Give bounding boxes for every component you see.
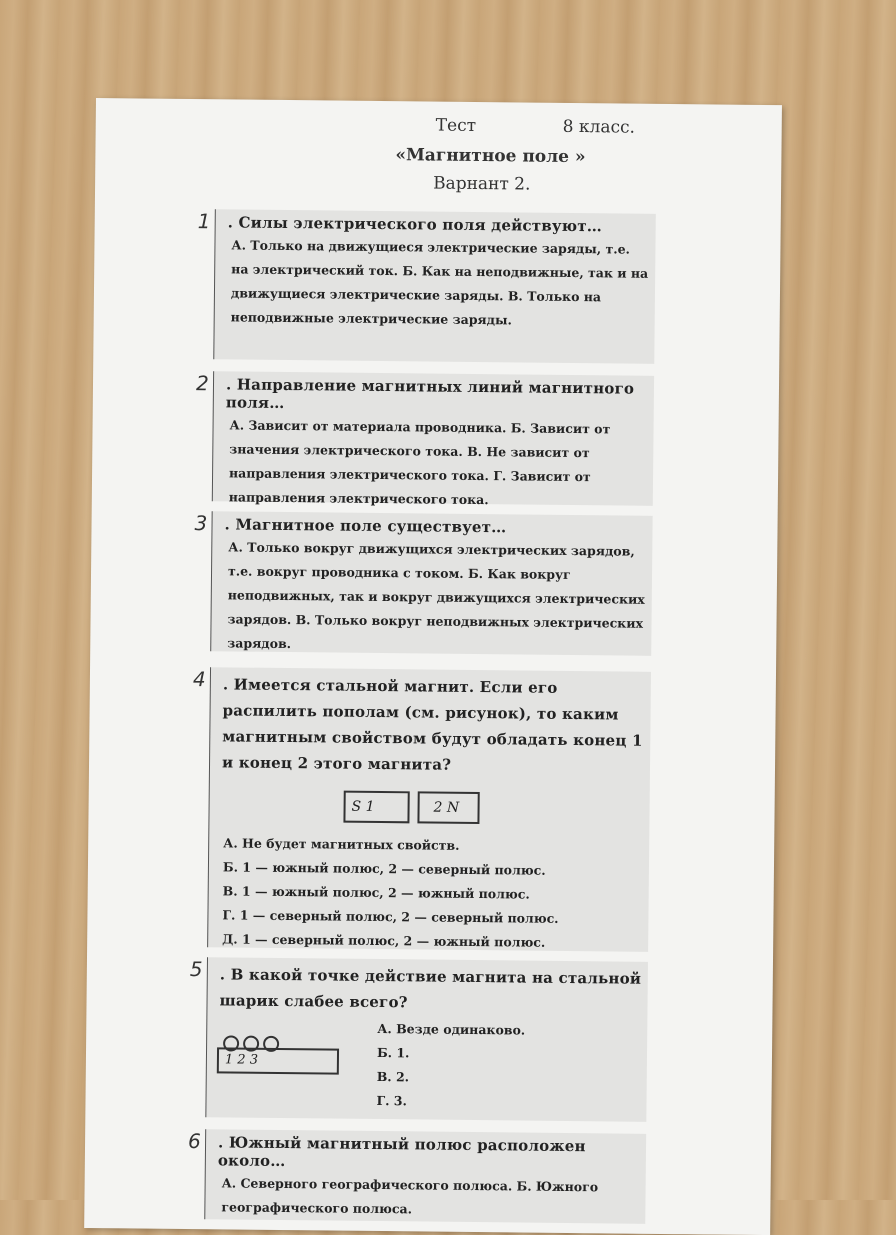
- question-options: А. Только на движущиеся электрические заряды, т.е. на электрический ток. Б. Как на неподвижные, так и на движущиеся электрические заряды. В. Только на неподвижные электрические заряды.: [230, 237, 649, 328]
- question-5-options: [376, 1017, 647, 1116]
- option-b: Б. 1.: [376, 1044, 410, 1061]
- option-b: Б. 1 — южный полюс, 2 — северный полюс.: [222, 859, 546, 878]
- test-title: «Магнитное поле »: [395, 145, 586, 168]
- question-number: 6: [187, 1129, 201, 1154]
- magnet-half-left: S 1: [343, 791, 409, 824]
- magnet-figure: [209, 785, 649, 830]
- magnet-bar: 1 2 3: [217, 1047, 339, 1074]
- option-c: В. 2.: [376, 1068, 410, 1085]
- question-title: . Магнитное поле существует…: [224, 515, 507, 537]
- magnet-half-right: 2 N: [417, 791, 479, 824]
- question-4: [192, 667, 651, 952]
- question-6: [187, 1129, 646, 1224]
- question-title: . Силы электрического поля действуют…: [227, 213, 603, 236]
- test-label: Тест: [435, 115, 477, 136]
- question-number: 1: [197, 209, 211, 234]
- option-d: Г. 1 — северный полюс, 2 — северный полюс.: [222, 907, 559, 926]
- question-1: [197, 209, 656, 364]
- question-options: А. Только вокруг движущихся электрических зарядов, т.е. вокруг проводника с током. Б. Как вокруг неподвижных, так и вокруг движущихся электрических зарядов. В. Только вокруг неподвижных электрических зарядов.: [227, 539, 645, 652]
- option-d: Г. 3.: [376, 1092, 407, 1109]
- question-title: . Направление магнитных линий магнитного поля…: [225, 375, 635, 412]
- question-options: А. Зависит от материала проводника. Б. Зависит от значения электрического тока. В. Не зависит от направления электрического тока. Г. Зависит от направления электрического тока.: [228, 417, 611, 508]
- option-a: А. Не будет магнитных свойств.: [223, 835, 460, 853]
- question-title: . В какой точке действие магнита на стальной шарик слабее всего?: [219, 965, 642, 1012]
- question-number: 2: [195, 371, 209, 396]
- question-number: 4: [192, 667, 206, 692]
- grade-label: 8 класс.: [562, 116, 636, 138]
- option-a: А. Везде одинаково.: [377, 1020, 526, 1038]
- question-title: . Имеется стальной магнит. Если его распилить пополам (см. рисунок), то каким магнитным свойством будут обладать конец 1 и конец 2 этого магнита?: [221, 675, 643, 774]
- variant-label: Варнант 2.: [433, 173, 531, 195]
- magnet-balls-figure: [217, 1035, 348, 1090]
- option-c: В. 1 — южный полюс, 2 — южный полюс.: [222, 883, 530, 902]
- test-sheet: [84, 98, 782, 1235]
- sheet-header: [96, 112, 782, 195]
- question-3: [194, 511, 652, 656]
- question-options: А. Северного географического полюса. Б. Южного географического полюса.: [221, 1175, 599, 1217]
- question-number: 3: [194, 511, 208, 536]
- question-number: 5: [189, 957, 203, 982]
- option-e: Д. 1 — северный полюс, 2 — южный полюс.: [222, 931, 546, 950]
- question-title: . Южный магнитный полюс расположен около…: [217, 1133, 586, 1171]
- question-2: [195, 371, 654, 508]
- question-5: [189, 957, 648, 1122]
